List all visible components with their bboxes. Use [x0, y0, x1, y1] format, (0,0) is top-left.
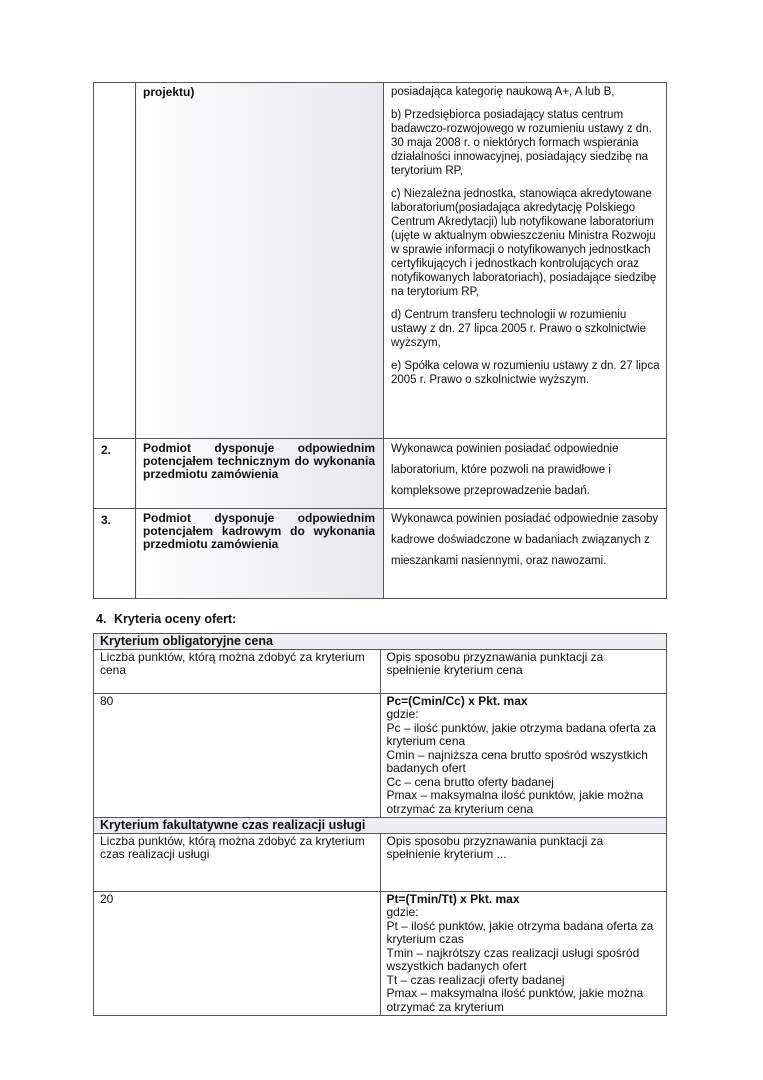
table-row [94, 891, 667, 1016]
description-paragraph: c) Niezależna jednostka, stanowiąca akredytowane laboratorium(posiadająca akredytację Polskiego Centrum Akredytacji) lub notyfikowane laboratorium (ujęte w aktualnym obwieszczeniu Ministra Rozwoju w sprawie informacji o notyfikowanych jednostkach certyfikujących i jednostkach kontrolujących oraz notyfikowanych laboratoriach), posiadające siedzibę na terytorium RP, [391, 188, 657, 298]
points-label-cell: Liczba punktów, którą można zdobyć za kryterium czas realizacji usługi [94, 833, 381, 891]
time-criterion-header: Kryterium fakultatywne czas realizacji usługi [94, 818, 667, 834]
description-paragraph: e) Spółka celowa w rozumieniu ustawy z dn. 27 lipca 2005 r. Prawo o szkolnictwie wyższym. [391, 360, 660, 386]
section-heading [96, 612, 236, 626]
description-cell [384, 83, 667, 439]
where-label: gdzie: [386, 905, 419, 919]
points-value-cell: 80 [94, 693, 381, 818]
price-criterion-header: Kryterium obligatoryjne cena [94, 634, 667, 650]
definition-line: Pmax – maksymalna ilość punktów, jakie można otrzymać za kryterium cena [386, 788, 644, 816]
table-row [94, 83, 667, 439]
points-value-cell: 20 [94, 891, 381, 1016]
criterion-cell: Podmiot dysponuje odpowiednim potencjałem technicznym do wykonania przedmiotu zamówienia [136, 439, 384, 509]
table-row [94, 833, 667, 891]
where-label: gdzie: [386, 707, 419, 721]
criterion-cell: Podmiot dysponuje odpowiednim potencjałem kadrowym do wykonania przedmiotu zamówienia [136, 509, 384, 599]
criteria-table [93, 633, 667, 1016]
description-paragraph: posiadająca kategorię naukową A+, A lub B, [391, 86, 615, 98]
row-number-cell [94, 83, 136, 439]
table-row [94, 693, 667, 818]
definition-line: Tt – czas realizacji oferty badanej [386, 972, 565, 987]
method-label-cell: Opis sposobu przyznawania punktacji za spełnienie kryterium cena [380, 649, 667, 693]
description-cell: Wykonawca powinien posiadać odpowiednie zasoby kadrowe doświadczone w badaniach związanych z mieszankami nasiennymi, oraz nawozami. [384, 509, 667, 599]
table-row [94, 509, 667, 599]
formula-cell [380, 693, 667, 818]
price-formula: Pc=(Cmin/Cc) x Pkt. max [386, 693, 528, 708]
definition-line: Tmin – najkrótszy czas realizacji usługi spośród wszystkich badanych ofert [386, 945, 640, 973]
table-row [94, 649, 667, 693]
description-paragraph: b) Przedsiębiorca posiadający status centrum badawczo-rozwojowego w rozumieniu ustawy z dn. 30 maja 2008 r. o niektórych formach wspierania działalności innowacyjnej, posiadający siedzibę na terytorium RP, [391, 109, 652, 177]
description-paragraph: d) Centrum transferu technologii w rozumieniu ustawy z dn. 27 lipca 2005 r. Prawo o szkolnictwie wyższym, [391, 309, 647, 349]
section-title: Kryteria oceny ofert: [114, 612, 237, 626]
time-formula: Pt=(Tmin/Tt) x Pkt. max [386, 891, 520, 906]
definition-line: Pt – ilość punktów, jakie otrzyma badana oferta za kryterium czas [386, 918, 654, 946]
row-number-cell: 2. [94, 439, 136, 509]
section-number: 4. [96, 612, 107, 626]
criteria-header-row [94, 818, 667, 834]
criterion-cell [136, 83, 384, 439]
method-label-cell: Opis sposobu przyznawania punktacji za spełnienie kryterium ... [380, 833, 667, 891]
requirements-table [93, 82, 667, 599]
definition-line: Cmin – najniższa cena brutto spośród wszystkich badanych ofert [386, 747, 648, 775]
definition-line: Cc – cena brutto oferty badanej [386, 774, 554, 789]
description-cell: Wykonawca powinien posiadać odpowiednie laboratorium, które pozwoli na prawidłowe i kompleksowe przeprowadzenie badań. [384, 439, 667, 509]
criterion-text: projektu) [143, 85, 195, 99]
criteria-header-row [94, 634, 667, 650]
formula-cell [380, 891, 667, 1016]
row-number-cell: 3. [94, 509, 136, 599]
points-label-cell: Liczba punktów, którą można zdobyć za kryterium cena [94, 649, 381, 693]
table-row [94, 439, 667, 509]
definition-line: Pc – ilość punktów, jakie otrzyma badana oferta za kryterium cena [386, 720, 656, 748]
definition-line: Pmax – maksymalna ilość punktów, jakie można otrzymać za kryterium [386, 986, 644, 1014]
